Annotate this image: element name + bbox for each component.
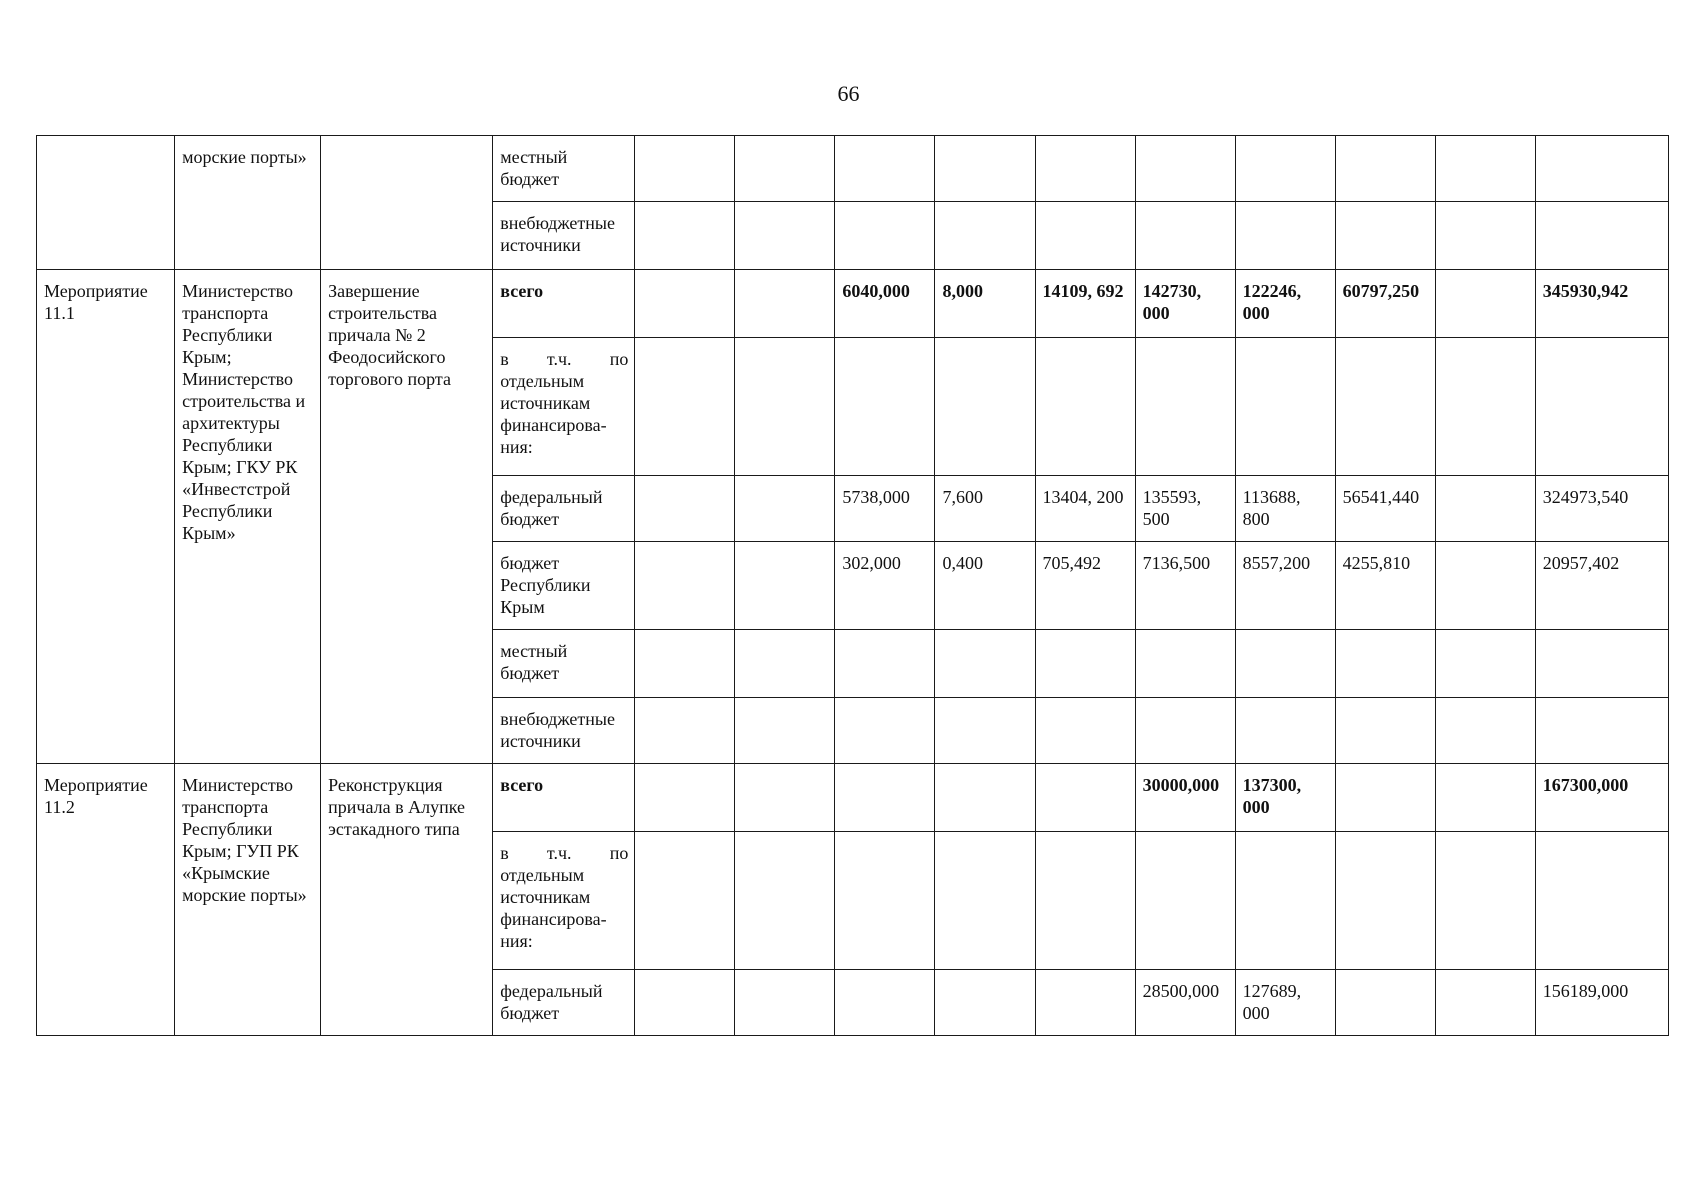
value-cell: [1435, 136, 1535, 202]
value-cell: [1335, 136, 1435, 202]
value-cell: [1035, 832, 1135, 970]
value-cell: 7,600: [935, 476, 1035, 542]
value-cell: [1435, 476, 1535, 542]
value-cell: 324973,540: [1535, 476, 1668, 542]
value-cell: [935, 338, 1035, 476]
value-cell: [1135, 698, 1235, 764]
source-cell: внебюджетные источники: [493, 698, 635, 764]
value-cell: [1535, 136, 1668, 202]
source-cell: всего: [493, 270, 635, 338]
value-cell: 0,400: [935, 542, 1035, 630]
value-cell: [735, 764, 835, 832]
value-cell: 4255,810: [1335, 542, 1435, 630]
value-cell: [635, 270, 735, 338]
description-cell: Реконструкция причала в Алупке эстакадного типа: [321, 764, 493, 1036]
value-cell: [1435, 832, 1535, 970]
financing-table: [36, 135, 1669, 1036]
value-cell: 30000,000: [1135, 764, 1235, 832]
value-cell: [1335, 338, 1435, 476]
value-cell: [1435, 970, 1535, 1036]
value-cell: [635, 698, 735, 764]
source-cell: бюджет Республики Крым: [493, 542, 635, 630]
description-cell: Завершение строительства причала № 2 Феодосийского торгового порта: [321, 270, 493, 764]
value-cell: 137300, 000: [1235, 764, 1335, 832]
value-cell: [1435, 338, 1535, 476]
measure-label-cell: Мероприятие 11.1: [37, 270, 175, 764]
value-cell: [635, 832, 735, 970]
value-cell: 127689, 000: [1235, 970, 1335, 1036]
value-cell: 135593, 500: [1135, 476, 1235, 542]
table-body: [37, 136, 1669, 1036]
value-cell: [1335, 698, 1435, 764]
value-cell: [1035, 970, 1135, 1036]
source-cell: внебюджетные источники: [493, 202, 635, 270]
value-cell: [1335, 202, 1435, 270]
value-cell: 5738,000: [835, 476, 935, 542]
value-cell: [635, 764, 735, 832]
page-number: 66: [837, 81, 860, 106]
value-cell: [635, 338, 735, 476]
value-cell: [835, 698, 935, 764]
value-cell: [1135, 630, 1235, 698]
value-cell: [1135, 202, 1235, 270]
value-cell: [1435, 202, 1535, 270]
value-cell: 7136,500: [1135, 542, 1235, 630]
value-cell: [1235, 338, 1335, 476]
value-cell: [1435, 630, 1535, 698]
value-cell: [1535, 832, 1668, 970]
value-cell: [735, 476, 835, 542]
value-cell: 14109, 692: [1035, 270, 1135, 338]
source-cell: [493, 832, 635, 970]
value-cell: [835, 764, 935, 832]
value-cell: 8,000: [935, 270, 1035, 338]
value-cell: [735, 630, 835, 698]
value-cell: 56541,440: [1335, 476, 1435, 542]
value-cell: [735, 542, 835, 630]
value-cell: [735, 970, 835, 1036]
value-cell: [1135, 136, 1235, 202]
value-cell: [1235, 698, 1335, 764]
value-cell: 167300,000: [1535, 764, 1668, 832]
value-cell: [1035, 338, 1135, 476]
source-line: в т.ч. по: [500, 843, 629, 863]
value-cell: [635, 476, 735, 542]
value-cell: [1235, 832, 1335, 970]
value-cell: [935, 630, 1035, 698]
executor-cell: Министерство транспорта Республики Крым; Министерство строительства и архитектуры Республики Крым; ГКУ РК «Инвестстрой Республики Крым»: [175, 270, 321, 764]
value-cell: [935, 202, 1035, 270]
value-cell: [835, 970, 935, 1036]
value-cell: 345930,942: [1535, 270, 1668, 338]
executor-cell: Министерство транспорта Республики Крым; ГУП РК «Крымские морские порты»: [175, 764, 321, 1036]
value-cell: [635, 136, 735, 202]
value-cell: 302,000: [835, 542, 935, 630]
value-cell: 8557,200: [1235, 542, 1335, 630]
value-cell: [1435, 542, 1535, 630]
value-cell: [1035, 136, 1135, 202]
value-cell: [735, 270, 835, 338]
executor-cell: морские порты»: [175, 136, 321, 270]
value-cell: [935, 136, 1035, 202]
description-cell: [321, 136, 493, 270]
value-cell: [1535, 338, 1668, 476]
measure-label-cell: [37, 136, 175, 270]
source-cell: [493, 338, 635, 476]
source-line: отдельным источникам финансирова-ния:: [500, 371, 607, 457]
value-cell: [835, 832, 935, 970]
value-cell: [1535, 202, 1668, 270]
value-cell: [1235, 136, 1335, 202]
value-cell: [1435, 270, 1535, 338]
value-cell: 20957,402: [1535, 542, 1668, 630]
value-cell: [735, 338, 835, 476]
value-cell: 122246, 000: [1235, 270, 1335, 338]
value-cell: [1435, 698, 1535, 764]
value-cell: [1335, 832, 1435, 970]
source-line: в т.ч. по: [500, 349, 629, 369]
value-cell: [635, 542, 735, 630]
value-cell: 6040,000: [835, 270, 935, 338]
value-cell: [1035, 202, 1135, 270]
value-cell: [735, 202, 835, 270]
value-cell: [635, 202, 735, 270]
value-cell: 156189,000: [1535, 970, 1668, 1036]
value-cell: [935, 970, 1035, 1036]
value-cell: [1335, 630, 1435, 698]
value-cell: [835, 202, 935, 270]
value-cell: [1235, 202, 1335, 270]
value-cell: [1335, 970, 1435, 1036]
value-cell: [1235, 630, 1335, 698]
value-cell: [735, 832, 835, 970]
value-cell: [1535, 630, 1668, 698]
measure-label-cell: Мероприятие 11.2: [37, 764, 175, 1036]
value-cell: [835, 136, 935, 202]
value-cell: [1435, 764, 1535, 832]
value-cell: 113688, 800: [1235, 476, 1335, 542]
source-cell: местный бюджет: [493, 136, 635, 202]
source-cell: всего: [493, 764, 635, 832]
value-cell: [735, 136, 835, 202]
value-cell: [1035, 630, 1135, 698]
value-cell: 60797,250: [1335, 270, 1435, 338]
value-cell: [935, 832, 1035, 970]
source-cell: федеральный бюджет: [493, 476, 635, 542]
value-cell: [1135, 832, 1235, 970]
value-cell: [1035, 764, 1135, 832]
value-cell: 705,492: [1035, 542, 1135, 630]
table-row: [37, 136, 1669, 202]
source-cell: местный бюджет: [493, 630, 635, 698]
value-cell: 13404, 200: [1035, 476, 1135, 542]
value-cell: [1135, 338, 1235, 476]
value-cell: 142730, 000: [1135, 270, 1235, 338]
value-cell: [635, 970, 735, 1036]
value-cell: [835, 630, 935, 698]
value-cell: [1535, 698, 1668, 764]
value-cell: [1035, 698, 1135, 764]
value-cell: [935, 698, 1035, 764]
value-cell: [735, 698, 835, 764]
value-cell: [935, 764, 1035, 832]
source-line: отдельным источникам финансирова-ния:: [500, 865, 607, 951]
table-row: [37, 270, 1669, 338]
value-cell: [835, 338, 935, 476]
source-cell: федеральный бюджет: [493, 970, 635, 1036]
value-cell: [1335, 764, 1435, 832]
value-cell: 28500,000: [1135, 970, 1235, 1036]
value-cell: [635, 630, 735, 698]
table-row: [37, 764, 1669, 832]
